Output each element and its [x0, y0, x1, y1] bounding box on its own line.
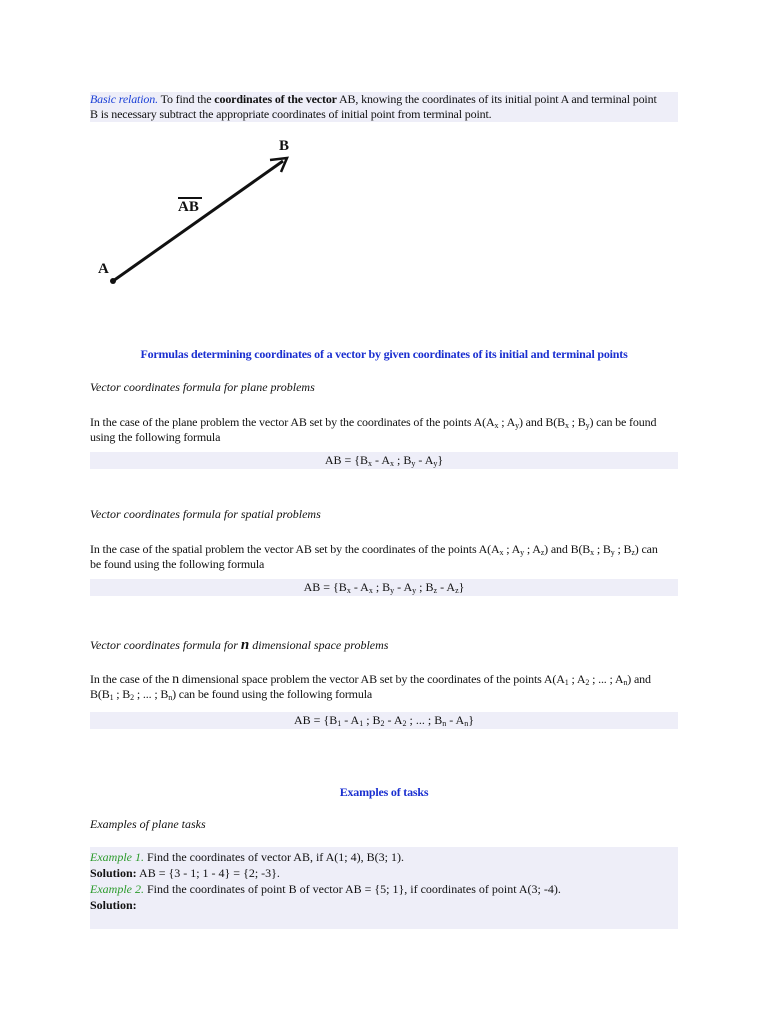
spatial-formula: AB = {$B_x - A_x$ ; $B_y - A_y$ ; $B_z - A_z$}	[90, 579, 678, 596]
vector-diagram	[90, 135, 320, 295]
basic-relation-label: Basic relation.	[90, 92, 158, 106]
example-1: Example 1. Find the coordinates of vector AB, if A(1; 4), B(3; 1).	[90, 850, 404, 864]
vector-line	[113, 161, 283, 281]
plane-formula: AB = {$B_x - A_x$ ; $B_y - A_y$}	[90, 452, 678, 469]
point-a-dot	[110, 278, 116, 284]
plane-tasks-title: Examples of plane tasks	[90, 817, 206, 831]
example-2-label: Example 2.	[90, 882, 144, 896]
example-1-solution: Solution: AB = {3 - 1; 1 - 4} = {2; -3}.	[90, 866, 280, 880]
example-2: Example 2. Find the coordinates of point B of vector AB = {5; 1}, if coordinates of point A(3; -4).	[90, 882, 561, 896]
examples-heading: Examples of tasks	[339, 785, 429, 799]
ndim-formula: AB = {$B_1 - A_1$ ; $B_2 - A_2$ ; ... ; $B_n - A_n$}	[90, 712, 678, 729]
ndim-description: In the case of the n dimensional space problem the vector AB set by the coordinates of the points $A(A_1$ ; $A_2$ ; ... ; $A_n$) and $B(B_1$ ; $B_2$ ; ... ; $B_n$) can be found using the following formula	[90, 672, 651, 702]
intro-paragraph: Basic relation. To find the coordinates of the vector AB, knowing the coordinates of its initial point A and terminal point B is necessary subtract the appropriate coordinates of initial point from terminal point.	[90, 92, 678, 122]
formulas-heading: Formulas determining coordinates of a vector by given coordinates of its initial and terminal points	[140, 347, 628, 361]
plane-section-title: Vector coordinates formula for plane problems	[90, 380, 315, 394]
label-point-a: A	[98, 261, 109, 277]
spatial-description: In the case of the spatial problem the vector AB set by the coordinates of the points $A(A_x$ ; $A_y$ ; $A_z$) and $B(B_x$ ; $B_y$ ; $B_z$) can be found using the following formula	[90, 542, 658, 571]
label-vector-ab: AB	[178, 199, 199, 215]
examples-block	[90, 847, 678, 929]
vector-arrow-svg	[90, 135, 320, 295]
example-1-label: Example 1.	[90, 850, 144, 864]
n-symbol: n	[240, 637, 250, 653]
ndim-section-title: Vector coordinates formula for n dimensional space problems	[90, 637, 389, 653]
example-2-solution: Solution:	[90, 898, 137, 912]
spatial-section-title: Vector coordinates formula for spatial problems	[90, 507, 321, 521]
label-point-b: B	[279, 138, 290, 154]
plane-description: In the case of the plane problem the vector AB set by the coordinates of the points $A(A_x$ ; $A_y$) and $B(B_x$ ; $B_y$) can be found using the following formula	[90, 415, 657, 444]
coordinates-bold: coordinates of the vector	[214, 92, 337, 106]
